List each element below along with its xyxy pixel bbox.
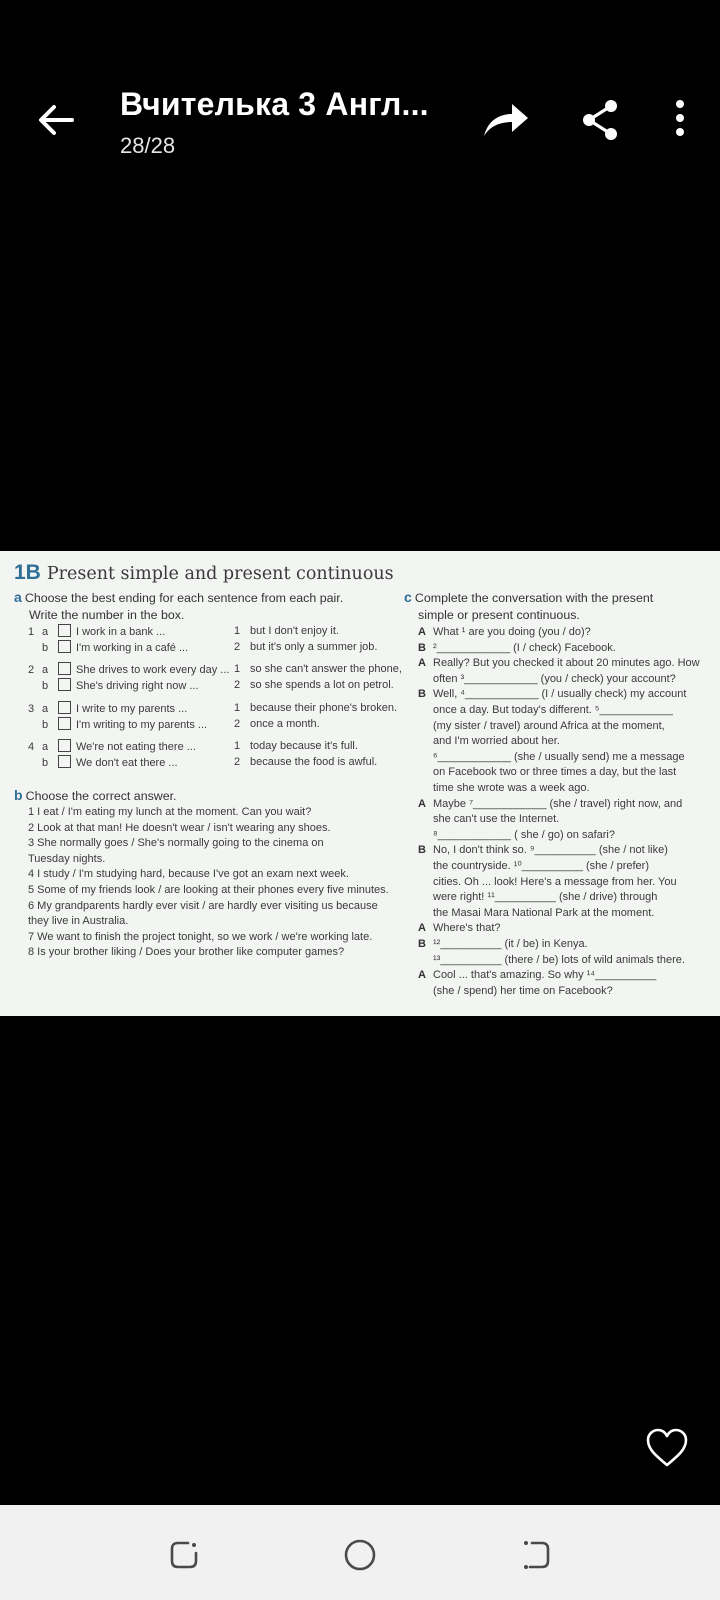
exercise-b-item: 8 Is your brother liking / Does your brother like computer games? xyxy=(28,946,345,959)
conversation-line xyxy=(418,656,700,672)
exercise-b-item: Tuesday nights. xyxy=(28,852,106,865)
answer-box[interactable] xyxy=(58,701,71,714)
section-c xyxy=(404,590,704,623)
exercise-b-item: 7 We want to finish the project tonight, so we work / we're working late. xyxy=(28,930,373,943)
ending-number: 1 xyxy=(234,740,241,752)
more-vert-icon[interactable] xyxy=(665,98,695,142)
item-text: She drives to work every day ... xyxy=(76,664,230,676)
line-text: What ¹ are you doing (you / do)? xyxy=(433,626,591,638)
section-b-instruction: Choose the correct answer. xyxy=(25,789,177,803)
line-text: often ³____________ (you / check) your account? xyxy=(433,672,676,685)
conversation-line xyxy=(418,781,590,797)
answer-box[interactable] xyxy=(58,739,71,752)
section-a xyxy=(14,590,394,623)
answer-box[interactable] xyxy=(58,624,71,637)
speaker-label: B xyxy=(418,844,426,857)
line-text: (my sister / travel) around Africa at the moment, xyxy=(433,719,665,732)
section-a-instruction-2: Write the number in the box. xyxy=(29,607,185,622)
document-page xyxy=(0,551,720,1016)
conversation-line xyxy=(418,641,616,657)
answer-box[interactable] xyxy=(58,640,71,653)
exercise-a-ending xyxy=(234,701,397,717)
exercise-a-item xyxy=(28,717,207,734)
speaker-label: A xyxy=(418,626,426,638)
ending-number: 2 xyxy=(234,641,241,653)
system-nav-bar xyxy=(0,1505,720,1600)
conversation-line xyxy=(418,625,591,641)
exercise-b-item: 5 Some of my friends look / are looking at their phones every five minutes. xyxy=(28,884,389,896)
line-text: on Facebook two or three times a day, but the last xyxy=(433,766,677,779)
line-text: Really? But you checked it about 20 minutes ago. How xyxy=(433,657,700,670)
item-letter: b xyxy=(42,757,49,769)
conversation-line xyxy=(418,797,682,813)
line-text: once a day. But today's different. ⁵____________ xyxy=(433,704,673,716)
exercise-b-item: they live in Australia. xyxy=(28,915,129,928)
exercise-a-item xyxy=(28,678,199,695)
answer-box[interactable] xyxy=(58,717,71,730)
exercise-a-item xyxy=(28,640,188,657)
exercise-b-item: 1 I eat / I'm eating my lunch at the moment. Can you wait? xyxy=(28,806,312,818)
ending-text: once a month. xyxy=(250,718,320,730)
speaker-label: B xyxy=(418,938,426,950)
line-text: she can't use the Internet. xyxy=(433,813,560,826)
item-letter: a xyxy=(42,626,49,638)
section-a-label: a xyxy=(14,589,22,605)
section-b-label: b xyxy=(14,787,23,803)
ending-text: so she spends a lot on petrol. xyxy=(250,679,394,691)
answer-box[interactable] xyxy=(58,662,71,675)
conversation-line xyxy=(418,703,673,719)
ending-number: 2 xyxy=(234,718,241,730)
conversation-line xyxy=(418,828,615,844)
conversation-line xyxy=(418,875,677,891)
conversation-line xyxy=(418,953,685,969)
conversation-line xyxy=(418,672,676,688)
nav-back-icon[interactable] xyxy=(516,1535,556,1575)
section-a-instruction: Choose the best ending for each sentence from each pair. xyxy=(24,591,344,605)
item-number: 3 xyxy=(28,703,35,715)
ending-text: because the food is awful. xyxy=(250,756,378,768)
line-text: Maybe ⁷____________ (she / travel) right now, and xyxy=(433,797,683,810)
back-arrow-icon[interactable] xyxy=(34,98,78,142)
line-text: ¹²__________ (it / be) in Kenya. xyxy=(433,938,588,950)
conversation-line xyxy=(418,984,613,1000)
exercise-a-item xyxy=(28,701,187,718)
exercise-a-item xyxy=(28,739,196,756)
line-text: and I'm worried about her. xyxy=(433,735,560,748)
item-number: 4 xyxy=(28,741,35,753)
answer-box[interactable] xyxy=(58,678,71,691)
line-text: ⁶____________ (she / usually send) me a message xyxy=(433,750,685,763)
section-c-instruction-2: simple or present continuous. xyxy=(418,607,580,622)
section-b xyxy=(14,788,394,806)
ending-number: 2 xyxy=(234,679,241,691)
conversation-line xyxy=(418,812,559,828)
page-indicator: 28/28 xyxy=(120,133,176,158)
line-text: No, I don't think so. ⁹__________ (she / not like) xyxy=(433,844,668,857)
ending-text: but I don't enjoy it. xyxy=(250,625,339,637)
conversation-line xyxy=(418,719,665,735)
exercise-a-ending xyxy=(234,624,339,640)
item-letter: a xyxy=(42,741,49,753)
conversation-line xyxy=(418,937,588,953)
line-text: Well, ⁴____________ (I / usually check) my account xyxy=(433,688,687,701)
home-icon[interactable] xyxy=(340,1535,380,1575)
section-c-label: c xyxy=(404,589,412,605)
ending-text: because their phone's broken. xyxy=(250,702,398,714)
conversation-line xyxy=(418,750,685,766)
item-text: We're not eating there ... xyxy=(76,741,196,753)
section-c-instruction: Complete the conversation with the present xyxy=(414,591,654,605)
speaker-label: A xyxy=(418,657,426,670)
line-text: Where's that? xyxy=(433,922,501,935)
ending-number: 1 xyxy=(234,663,241,675)
speaker-label: A xyxy=(418,797,426,810)
item-text: I'm writing to my parents ... xyxy=(76,719,208,731)
ending-text: so she can't answer the phone, xyxy=(250,663,402,675)
speaker-label: B xyxy=(418,641,426,654)
ending-number: 1 xyxy=(234,702,241,714)
ending-number: 1 xyxy=(234,625,241,637)
exercise-a-ending xyxy=(234,678,394,694)
item-letter: b xyxy=(42,719,49,731)
answer-box[interactable] xyxy=(58,755,71,768)
item-letter: b xyxy=(42,642,49,654)
exercise-b-item: 3 She normally goes / She's normally going to the cinema on xyxy=(28,837,324,850)
exercise-a-item xyxy=(28,624,165,641)
line-text: were right! ¹¹__________ (she / drive) through xyxy=(433,891,658,904)
conversation-line xyxy=(418,906,654,922)
line-text: cities. Oh ... look! Here's a message from her. You xyxy=(433,875,677,888)
ending-number: 2 xyxy=(234,756,241,768)
conversation-line xyxy=(418,843,668,859)
item-text: I work in a bank ... xyxy=(76,626,166,638)
line-text: the countryside. ¹⁰__________ (she / prefer) xyxy=(433,860,649,872)
conversation-line xyxy=(418,921,501,937)
exercise-a-ending xyxy=(234,755,377,771)
conversation-line xyxy=(418,687,686,703)
exercise-a-ending xyxy=(234,662,402,678)
item-text: She's driving right now ... xyxy=(76,680,199,692)
item-letter: b xyxy=(42,680,49,692)
unit-heading xyxy=(14,561,394,585)
line-text: ⁸____________ ( she / go) on safari? xyxy=(433,828,615,841)
line-text: ²____________ (I / check) Facebook. xyxy=(433,641,616,654)
exercise-b-item: 6 My grandparents hardly ever visit / are hardly ever visiting us because xyxy=(28,899,378,912)
recent-apps-icon[interactable] xyxy=(164,1535,204,1575)
item-letter: a xyxy=(42,703,49,715)
exercise-a-ending xyxy=(234,717,320,733)
line-text: the Masai Mara National Park at the moment. xyxy=(433,906,655,919)
exercise-b-item: 2 Look at that man! He doesn't wear / isn't wearing any shoes. xyxy=(28,821,331,834)
speaker-label: A xyxy=(418,969,426,982)
exercise-a-ending xyxy=(234,739,358,755)
document-title: Вчителька 3 Англ... xyxy=(120,86,429,122)
speaker-label: A xyxy=(418,922,426,935)
item-number: 2 xyxy=(28,664,35,676)
conversation-line xyxy=(418,734,560,750)
line-text: time she wrote was a week ago. xyxy=(433,782,590,794)
item-text: I'm working in a café ... xyxy=(76,642,189,654)
exercise-a-item xyxy=(28,755,178,772)
item-text: I write to my parents ... xyxy=(76,703,188,715)
heart-icon[interactable] xyxy=(645,1428,689,1468)
exercise-a-ending xyxy=(234,640,377,656)
exercise-b-item: 4 I study / I'm studying hard, because I've got an exam next week. xyxy=(28,868,349,881)
ending-text: today because it's full. xyxy=(250,740,358,752)
conversation-line xyxy=(418,890,657,906)
line-text: ¹³__________ (there / be) lots of wild animals there. xyxy=(433,953,685,966)
item-number: 1 xyxy=(28,626,35,638)
speaker-label: B xyxy=(418,688,426,701)
share-icon[interactable] xyxy=(580,98,622,142)
line-text: Cool ... that's amazing. So why ¹⁴__________ xyxy=(433,969,657,982)
unit-title: Present simple and present continuous xyxy=(46,564,394,584)
item-text: We don't eat there ... xyxy=(76,757,178,769)
conversation-line xyxy=(418,859,649,875)
forward-icon[interactable] xyxy=(480,98,530,142)
ending-text: but it's only a summer job. xyxy=(250,641,378,653)
line-text: (she / spend) her time on Facebook? xyxy=(433,984,613,997)
item-letter: a xyxy=(42,664,49,676)
conversation-line xyxy=(418,765,676,781)
app-bar xyxy=(0,0,720,200)
unit-number: 1B xyxy=(14,561,41,584)
conversation-line xyxy=(418,968,656,984)
exercise-a-item xyxy=(28,662,229,679)
